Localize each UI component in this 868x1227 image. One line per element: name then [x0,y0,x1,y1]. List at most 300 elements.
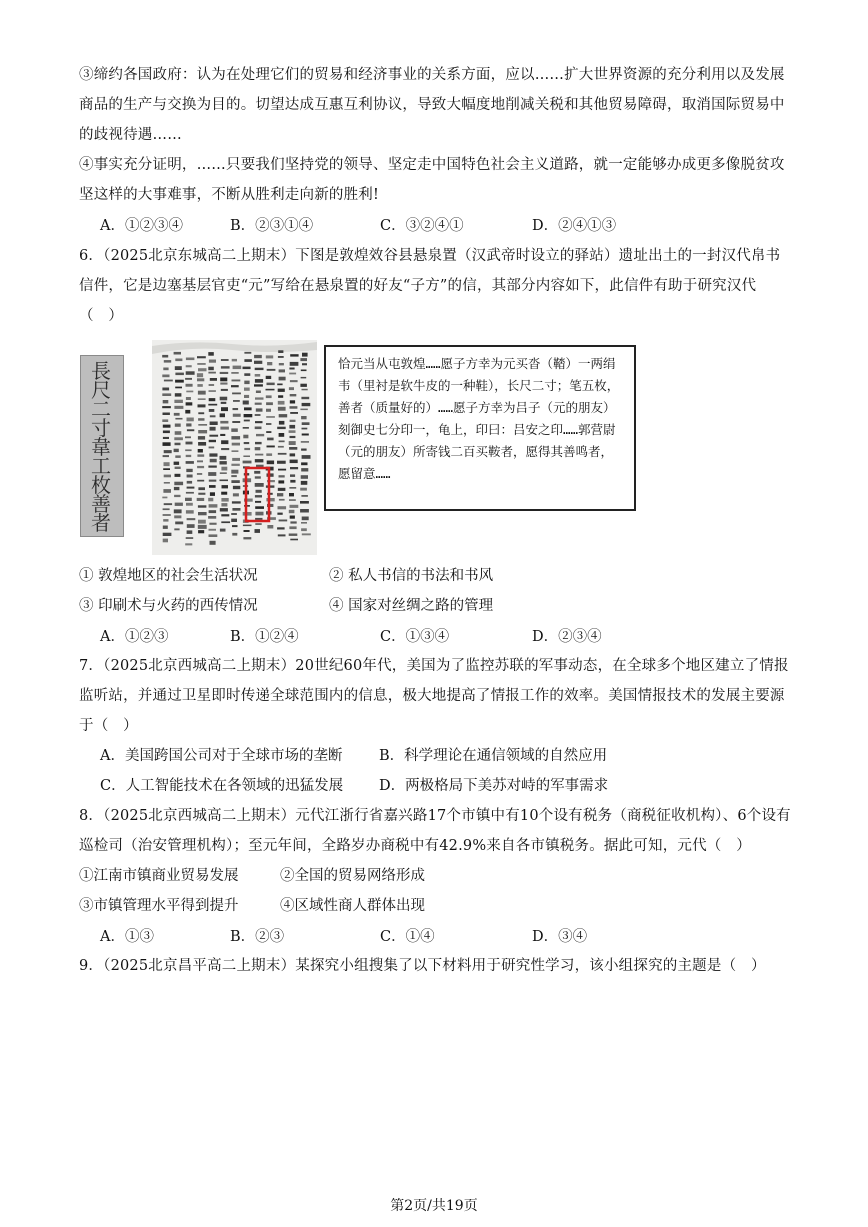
detail-char: 尺 [91,378,111,402]
ink-stroke [232,458,240,461]
ink-stroke [290,516,295,519]
q8-item-3: ③市镇管理水平得到提升 [79,898,239,914]
ink-stroke [301,441,309,443]
ink-stroke [187,475,193,478]
ink-stroke [233,408,239,410]
q5-option-b: B．②③①④ [230,218,314,234]
ink-stroke [300,488,307,491]
ink-stroke [198,487,205,490]
q6-items-row-2 [79,591,779,621]
ink-stroke [198,398,206,400]
ink-stroke [198,404,206,407]
q5-options [100,211,700,241]
q6-option-a: A．①②③ [100,629,169,645]
detail-char: 善 [91,492,111,516]
ink-stroke [220,427,229,430]
ink-stroke [279,414,288,417]
ink-stroke [198,530,204,533]
ink-stroke [255,454,263,456]
ink-stroke [220,480,229,482]
ink-stroke [277,427,286,429]
ink-stroke [244,381,249,385]
q9-stem: 9．（2025北京昌平高二上期末）某探究小组搜集了以下材料用于研究性学习，该小组探究的主题是（ ） [79,958,766,974]
ink-stroke [289,368,294,370]
q6-item-2: ② 私人书信的书法和书风 [329,568,494,584]
ink-stroke [279,421,285,425]
ink-stroke [266,395,272,398]
ink-stroke [231,464,239,466]
ink-stroke [266,498,274,501]
ink-stroke [255,518,262,520]
ink-stroke [174,495,180,497]
ink-stroke [232,359,237,362]
ink-stroke [197,460,203,462]
ink-stroke [197,373,203,377]
ink-stroke [208,472,216,476]
ink-stroke [278,469,286,471]
ink-stroke [300,384,307,387]
detail-char: 者 [91,511,111,535]
ink-stroke [232,380,241,382]
ink-stroke [244,395,249,398]
ink-stroke [209,480,217,482]
ink-stroke [278,534,286,536]
ink-stroke [222,485,229,488]
ink-stroke [186,492,194,494]
ink-stroke [231,436,240,439]
ink-stroke [290,505,299,508]
ink-stroke [164,482,170,484]
ink-stroke [175,467,181,469]
q8-item-1: ①江南市镇商业贸易发展 [79,868,239,884]
ink-stroke [163,400,169,403]
ink-stroke [220,421,228,424]
ink-stroke [289,526,296,529]
ink-stroke [290,400,295,403]
ink-stroke [163,539,168,543]
ink-stroke [175,387,182,389]
ink-stroke [175,373,184,376]
ink-stroke [244,407,252,410]
q8-items-row-2 [79,891,779,921]
q8-items-row-1 [79,861,779,891]
ink-stroke [289,493,294,496]
ink-stroke [279,369,285,372]
ink-stroke [163,437,169,439]
ink-stroke [209,409,215,412]
ink-stroke [279,363,284,365]
ink-stroke [221,514,229,516]
ink-stroke [186,391,193,393]
ink-stroke [267,438,274,441]
ink-stroke [232,421,240,423]
ink-stroke [220,456,227,460]
ink-stroke [162,388,169,391]
ink-stroke [186,371,195,375]
ink-stroke [266,355,273,358]
ink-stroke [231,385,239,387]
ink-stroke [290,380,298,382]
ink-stroke [175,503,183,506]
ink-stroke [243,525,252,527]
ink-stroke [301,416,307,419]
q6-stem: 6．（2025北京东城高二上期末）下图是敦煌效谷县悬泉置（汉武帝时设立的驿站）遗址出土的一封汉代帛书信件，它是边塞基层官吏“元”写给在悬泉置的好友“子方”的信，其部分内容如下，此信件有助于研究汉代（ ） [79,248,781,324]
ink-stroke [220,529,226,532]
ink-stroke [255,495,262,497]
ink-stroke [163,442,171,446]
ink-stroke [255,427,262,430]
ink-stroke [197,454,204,456]
ink-stroke [255,506,264,509]
ink-stroke [277,513,282,515]
ink-stroke [197,473,202,475]
ink-stroke [255,403,262,405]
ink-stroke [163,431,170,434]
ink-stroke [174,528,179,530]
q7-option-a: A．美国跨国公司对于全球市场的垄断 [100,748,343,764]
ink-stroke [266,376,272,379]
ink-stroke [301,397,309,399]
ink-stroke [277,461,286,464]
q5-option-d: D．②④①③ [532,218,617,234]
ink-stroke [301,377,307,379]
ink-stroke [208,372,216,374]
ink-stroke [185,449,191,451]
ink-stroke [244,414,253,417]
ink-stroke [255,447,261,450]
ink-stroke [197,466,204,468]
ink-stroke [197,498,205,501]
q8-item-2: ②全国的贸易网络形成 [280,868,425,884]
ink-stroke [174,352,181,355]
ink-stroke [163,514,171,516]
ink-stroke [185,498,192,501]
ink-stroke [232,450,239,452]
ink-stroke [290,480,295,483]
ink-stroke [289,430,296,433]
ink-stroke [302,517,309,521]
ink-stroke [232,393,241,395]
ink-stroke [185,436,191,438]
ink-stroke [221,366,230,368]
ink-stroke [232,508,240,511]
ink-stroke [197,356,206,358]
detail-char: 韋 [91,435,111,459]
ink-stroke [255,476,261,478]
ink-stroke [208,352,214,356]
ink-stroke [255,421,263,423]
ink-stroke [300,358,307,361]
ink-stroke [255,397,264,399]
ink-stroke [198,424,207,426]
ink-stroke [198,430,207,433]
ink-stroke [289,499,296,501]
ink-stroke [244,352,251,354]
ink-stroke [255,483,264,487]
ink-stroke [198,442,206,446]
ink-stroke [301,370,307,372]
ink-stroke [185,410,190,414]
ink-stroke [174,406,183,409]
ink-stroke [300,501,309,504]
ink-stroke [256,408,263,411]
ink-stroke [221,503,227,506]
ink-stroke [221,402,227,404]
ink-stroke [231,513,237,515]
ink-stroke [187,481,192,484]
ink-stroke [208,516,216,519]
ink-stroke [233,414,241,417]
ink-stroke [290,453,296,456]
ink-stroke [174,487,180,490]
ink-stroke [175,431,182,435]
ink-stroke [267,446,275,448]
ink-stroke [278,389,285,392]
ink-stroke [175,380,184,383]
ink-stroke [301,495,308,497]
ink-stroke [266,431,271,433]
ink-stroke [255,529,261,533]
ink-stroke [277,527,285,529]
ink-stroke [221,492,227,495]
ink-stroke [231,470,238,474]
ink-stroke [220,372,229,374]
ink-stroke [174,413,180,416]
ink-stroke [302,455,311,459]
ink-stroke [197,363,205,365]
q6-option-c: C．①③④ [380,629,450,645]
ink-stroke [197,480,204,482]
q6-option-b: B．①②④ [230,629,299,645]
ink-stroke [221,389,228,391]
ink-stroke [278,356,284,358]
ink-stroke [290,354,298,356]
ink-stroke [231,428,238,432]
ink-stroke [254,361,262,364]
silk-letter-photo-graphic [152,340,317,555]
ink-stroke [266,402,273,405]
ink-stroke [266,423,271,425]
ink-stroke [232,533,237,536]
ink-stroke [255,379,263,383]
ink-stroke [221,440,228,444]
ink-stroke [209,384,215,386]
ink-stroke [231,480,239,483]
ink-stroke [198,512,207,515]
ink-stroke [162,375,169,378]
ink-stroke [300,409,307,411]
ink-stroke [209,435,218,437]
ink-stroke [197,378,204,381]
ink-stroke [256,391,261,394]
q6-items-row-1 [79,561,779,591]
q7-option-b: B．科学理论在通信领域的自然应用 [379,748,608,764]
ink-stroke [187,429,194,431]
ink-stroke [209,510,217,513]
ink-stroke [209,453,217,456]
ink-stroke [244,359,252,362]
ink-stroke [290,420,296,422]
ink-stroke [232,501,241,503]
ink-stroke [279,520,288,522]
ink-stroke [175,359,182,362]
ink-stroke [210,422,218,426]
ink-stroke [290,539,298,541]
ink-stroke [210,415,216,417]
ink-stroke [198,418,204,421]
ink-stroke [174,400,183,403]
ink-stroke [174,515,181,518]
ink-stroke [290,521,296,523]
ink-stroke [163,455,169,457]
ink-stroke [290,474,295,477]
ink-stroke [209,440,216,442]
ink-stroke [174,449,179,452]
ink-stroke [210,492,215,496]
ink-stroke [220,378,227,382]
ink-stroke [210,541,216,545]
ink-stroke [186,461,194,464]
ink-stroke [289,441,296,445]
ink-stroke [221,498,228,502]
ink-stroke [164,450,172,453]
ink-stroke [164,462,170,466]
ink-stroke [210,378,217,381]
ink-stroke [175,393,182,396]
ink-stroke [220,383,227,385]
ink-stroke [233,493,239,496]
ink-stroke [198,520,206,524]
ink-stroke [243,401,249,405]
q6-item-3: ③ 印刷术与火药的西传情况 [79,598,258,614]
ink-stroke [209,390,216,392]
ink-stroke [302,363,307,365]
ink-stroke [255,368,264,370]
ink-stroke [221,359,229,361]
ink-stroke [163,368,168,371]
q8-option-a: A．①③ [100,929,154,945]
ink-stroke [198,493,205,495]
q6-options [100,622,700,652]
ink-stroke [210,459,217,463]
ink-stroke [163,413,170,416]
ink-stroke [266,453,272,456]
ink-stroke [301,449,307,451]
ink-stroke [301,522,307,524]
ink-stroke [187,487,195,489]
ink-stroke [267,525,273,529]
ink-stroke [174,509,182,513]
ink-stroke [289,487,296,489]
ink-stroke [243,456,250,458]
ink-stroke [185,378,192,380]
ink-stroke [163,526,168,529]
ink-stroke [302,434,309,436]
ink-stroke [243,435,248,439]
ink-stroke [221,448,229,450]
ink-stroke [279,441,285,443]
ink-stroke [162,393,171,396]
ink-stroke [278,401,285,405]
q5-item-3: ③缔约各国政府：认为在处理它们的贸易和经济事业的关系方面，应以……扩大世界资源的充分利用以及发展商品的生产与交换为目的。切望达成互惠互利协议，导致大幅度地削减关税和其他贸易障碍，取消国际贸易中的歧视待遇…… [79,67,785,143]
ink-stroke [233,400,240,402]
ink-stroke [290,394,297,396]
ink-stroke [187,530,193,534]
ink-stroke [254,384,263,386]
q8-option-b: B．②③ [230,929,285,945]
ink-stroke [221,467,227,471]
ink-stroke [198,391,206,395]
ink-stroke [208,367,214,371]
q6-item-1: ① 敦煌地区的社会生活状况 [79,568,258,584]
q7-option-d: D．两极格局下美苏对峙的军事需求 [379,778,609,794]
ink-stroke [208,466,216,468]
ink-stroke [277,384,282,386]
ink-stroke [255,374,261,377]
ink-stroke [186,397,191,400]
ink-stroke [220,413,225,417]
ink-stroke [255,459,264,462]
ink-stroke [267,461,274,465]
ink-stroke [186,365,192,367]
ink-stroke [231,372,238,374]
ink-stroke [221,407,228,411]
ink-stroke [175,424,181,427]
ink-stroke [255,501,261,503]
ink-stroke [164,360,171,363]
q8-options [100,922,700,952]
ink-stroke [175,443,181,446]
q5-option-a: A．①②③④ [100,218,183,234]
ink-stroke [279,475,285,477]
ink-stroke [164,475,171,478]
ink-stroke [209,398,216,401]
ink-stroke [175,366,182,370]
ink-stroke [289,534,298,536]
ink-stroke [278,480,284,483]
ink-stroke [290,467,298,469]
ink-stroke [163,468,170,470]
ink-stroke [255,442,262,444]
q6-option-d: D．②③④ [532,629,602,645]
ink-stroke [301,475,308,479]
ink-stroke [186,503,193,506]
ink-stroke [220,461,227,464]
ink-stroke [209,534,218,537]
ink-stroke [162,497,167,499]
detail-char: 寸 [91,416,111,440]
ink-stroke [209,447,215,449]
ink-stroke [175,455,180,458]
ink-stroke [277,493,283,496]
letter-transcription-box: 恰元当从屯敦煌……愿子方幸为元买沓（鞜）一两绢韦（里衬是软牛皮的一种鞋），长尺二寸；笔五枚，善者（质量好的）……愿子方幸为吕子（元的朋友）刻御史七分印一，龟上，印曰：吕安之印……郭营尉（元的朋友）所寄钱二百买鞍者，愿得其善鸣者，愿留意…… [324,345,636,511]
ink-stroke [175,522,183,525]
ink-stroke [301,462,307,465]
detail-char: 枚 [91,473,111,497]
ink-stroke [162,355,168,358]
ink-stroke [301,528,307,531]
ink-stroke [163,425,171,428]
ink-stroke [187,418,194,422]
ink-stroke [302,422,310,425]
ink-stroke [290,362,299,366]
ink-stroke [208,498,213,502]
q6-item-4: ④ 国家对丝绸之路的管理 [329,598,494,614]
q8-option-c: C．①④ [380,929,435,945]
silk-letter-detail-image [80,355,124,537]
ink-stroke [163,519,168,522]
ink-stroke [220,508,228,511]
